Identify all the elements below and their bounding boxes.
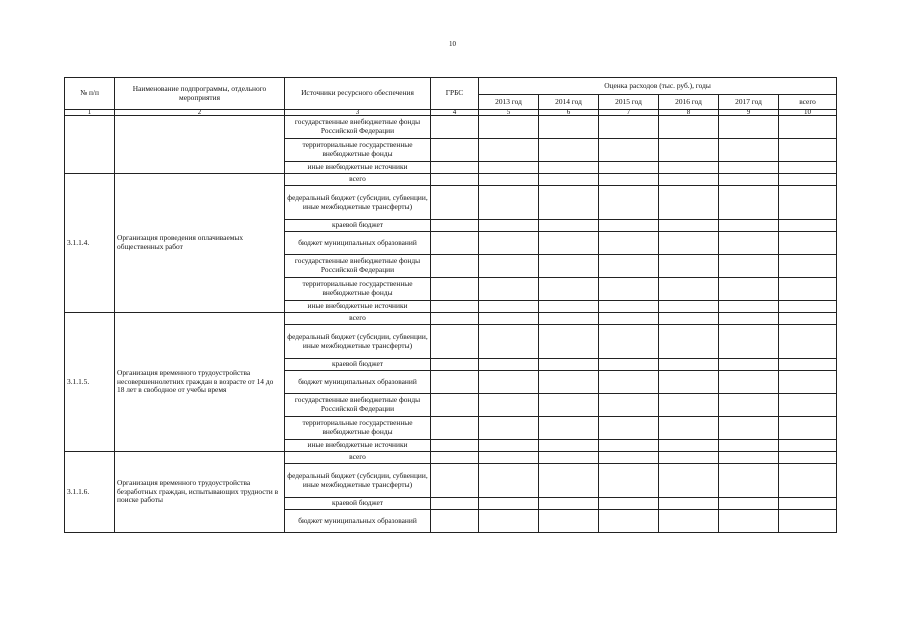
- value-cell: [779, 359, 837, 371]
- value-cell: [539, 325, 599, 359]
- source-cell: краевой бюджет: [285, 359, 431, 371]
- value-cell: [719, 116, 779, 139]
- header-year: 2016 год: [659, 95, 719, 110]
- value-cell: [719, 417, 779, 440]
- value-cell: [479, 394, 539, 417]
- header-total: всего: [779, 95, 837, 110]
- value-cell: [719, 371, 779, 394]
- value-cell: [539, 371, 599, 394]
- value-cell: [539, 301, 599, 313]
- source-cell: всего: [285, 313, 431, 325]
- value-cell: [719, 313, 779, 325]
- value-cell: [479, 186, 539, 220]
- value-cell: [479, 417, 539, 440]
- item-number-cell: [65, 116, 115, 174]
- grbs-cell: [431, 510, 479, 533]
- value-cell: [599, 220, 659, 232]
- value-cell: [599, 174, 659, 186]
- value-cell: [719, 232, 779, 255]
- value-cell: [479, 325, 539, 359]
- value-cell: [539, 186, 599, 220]
- value-cell: [779, 116, 837, 139]
- item-name-cell: Организация временного трудоустройства несовершеннолетних граждан в возрасте от 14 до 18 лет в свободное от учебы время: [115, 313, 285, 452]
- value-cell: [479, 220, 539, 232]
- item-name-cell: Организация проведения оплачиваемых общественных работ: [115, 174, 285, 313]
- value-cell: [719, 394, 779, 417]
- source-cell: бюджет муниципальных образований: [285, 232, 431, 255]
- value-cell: [779, 394, 837, 417]
- source-cell: всего: [285, 174, 431, 186]
- source-cell: федеральный бюджет (субсидии, субвенции, иные межбюджетные трансферты): [285, 464, 431, 498]
- value-cell: [719, 278, 779, 301]
- value-cell: [779, 162, 837, 174]
- value-cell: [779, 186, 837, 220]
- value-cell: [599, 278, 659, 301]
- value-cell: [479, 162, 539, 174]
- value-cell: [719, 220, 779, 232]
- column-number: 2: [115, 110, 285, 116]
- value-cell: [479, 371, 539, 394]
- value-cell: [479, 464, 539, 498]
- grbs-cell: [431, 220, 479, 232]
- value-cell: [659, 186, 719, 220]
- value-cell: [659, 174, 719, 186]
- value-cell: [539, 116, 599, 139]
- value-cell: [719, 301, 779, 313]
- grbs-cell: [431, 394, 479, 417]
- value-cell: [539, 510, 599, 533]
- source-cell: бюджет муниципальных образований: [285, 510, 431, 533]
- grbs-cell: [431, 464, 479, 498]
- value-cell: [599, 139, 659, 162]
- column-number: 8: [659, 110, 719, 116]
- grbs-cell: [431, 278, 479, 301]
- grbs-cell: [431, 139, 479, 162]
- value-cell: [659, 359, 719, 371]
- value-cell: [479, 498, 539, 510]
- grbs-cell: [431, 359, 479, 371]
- source-cell: территориальные государственные внебюджетные фонды: [285, 417, 431, 440]
- column-number: 3: [285, 110, 431, 116]
- value-cell: [659, 417, 719, 440]
- value-cell: [779, 371, 837, 394]
- grbs-cell: [431, 174, 479, 186]
- value-cell: [659, 394, 719, 417]
- value-cell: [719, 464, 779, 498]
- header-num: № п/п: [65, 78, 115, 110]
- value-cell: [779, 325, 837, 359]
- value-cell: [479, 440, 539, 452]
- value-cell: [599, 394, 659, 417]
- value-cell: [479, 255, 539, 278]
- value-cell: [599, 313, 659, 325]
- value-cell: [599, 116, 659, 139]
- header-year: 2015 год: [599, 95, 659, 110]
- item-name-cell: Организация временного трудоустройства безработных граждан, испытывающих трудности в поиске работы: [115, 452, 285, 533]
- value-cell: [719, 440, 779, 452]
- column-number: 7: [599, 110, 659, 116]
- value-cell: [659, 220, 719, 232]
- value-cell: [599, 359, 659, 371]
- value-cell: [539, 417, 599, 440]
- table-row: [65, 174, 837, 186]
- value-cell: [659, 116, 719, 139]
- value-cell: [539, 359, 599, 371]
- value-cell: [479, 452, 539, 464]
- value-cell: [719, 452, 779, 464]
- value-cell: [599, 301, 659, 313]
- source-cell: федеральный бюджет (субсидии, субвенции, иные межбюджетные трансферты): [285, 325, 431, 359]
- value-cell: [719, 359, 779, 371]
- value-cell: [539, 139, 599, 162]
- value-cell: [539, 313, 599, 325]
- value-cell: [659, 278, 719, 301]
- grbs-cell: [431, 417, 479, 440]
- value-cell: [479, 174, 539, 186]
- value-cell: [539, 255, 599, 278]
- value-cell: [599, 452, 659, 464]
- value-cell: [659, 162, 719, 174]
- source-cell: федеральный бюджет (субсидии, субвенции, иные межбюджетные трансферты): [285, 186, 431, 220]
- value-cell: [599, 371, 659, 394]
- value-cell: [539, 394, 599, 417]
- table-body: [65, 110, 837, 533]
- value-cell: [659, 325, 719, 359]
- value-cell: [659, 464, 719, 498]
- value-cell: [599, 440, 659, 452]
- value-cell: [779, 510, 837, 533]
- value-cell: [539, 232, 599, 255]
- value-cell: [599, 498, 659, 510]
- value-cell: [599, 162, 659, 174]
- page-number: 10: [449, 40, 456, 48]
- header-estimate: Оценка расходов (тыс. руб.), годы: [479, 78, 837, 95]
- value-cell: [719, 139, 779, 162]
- value-cell: [659, 301, 719, 313]
- source-cell: краевой бюджет: [285, 220, 431, 232]
- grbs-cell: [431, 255, 479, 278]
- column-number: 1: [65, 110, 115, 116]
- value-cell: [479, 232, 539, 255]
- source-cell: иные внебюджетные источники: [285, 440, 431, 452]
- value-cell: [779, 498, 837, 510]
- item-name-cell: [115, 116, 285, 174]
- value-cell: [719, 510, 779, 533]
- source-cell: иные внебюджетные источники: [285, 162, 431, 174]
- value-cell: [779, 139, 837, 162]
- grbs-cell: [431, 301, 479, 313]
- grbs-cell: [431, 116, 479, 139]
- item-number-cell: 3.1.1.4.: [65, 174, 115, 313]
- column-number: 10: [779, 110, 837, 116]
- value-cell: [479, 301, 539, 313]
- source-cell: государственные внебюджетные фонды Российской Федерации: [285, 394, 431, 417]
- source-cell: государственные внебюджетные фонды Российской Федерации: [285, 116, 431, 139]
- value-cell: [779, 278, 837, 301]
- value-cell: [779, 452, 837, 464]
- table-row: [65, 116, 837, 139]
- value-cell: [659, 510, 719, 533]
- value-cell: [479, 359, 539, 371]
- grbs-cell: [431, 452, 479, 464]
- value-cell: [479, 313, 539, 325]
- value-cell: [479, 139, 539, 162]
- value-cell: [719, 498, 779, 510]
- resource-table: [64, 77, 837, 533]
- header-year: 2014 год: [539, 95, 599, 110]
- value-cell: [779, 417, 837, 440]
- source-cell: бюджет муниципальных образований: [285, 371, 431, 394]
- source-cell: территориальные государственные внебюджетные фонды: [285, 139, 431, 162]
- value-cell: [659, 371, 719, 394]
- value-cell: [599, 255, 659, 278]
- source-cell: краевой бюджет: [285, 498, 431, 510]
- value-cell: [779, 232, 837, 255]
- value-cell: [659, 498, 719, 510]
- column-number: 5: [479, 110, 539, 116]
- value-cell: [539, 452, 599, 464]
- grbs-cell: [431, 440, 479, 452]
- value-cell: [539, 440, 599, 452]
- value-cell: [539, 464, 599, 498]
- value-cell: [779, 255, 837, 278]
- header-sources: Источники ресурсного обеспечения: [285, 78, 431, 110]
- grbs-cell: [431, 371, 479, 394]
- value-cell: [659, 440, 719, 452]
- value-cell: [659, 139, 719, 162]
- header-year: 2013 год: [479, 95, 539, 110]
- value-cell: [719, 186, 779, 220]
- value-cell: [779, 313, 837, 325]
- header-grbs: ГРБС: [431, 78, 479, 110]
- table-row: [65, 452, 837, 464]
- value-cell: [779, 464, 837, 498]
- value-cell: [599, 325, 659, 359]
- item-number-cell: 3.1.1.5.: [65, 313, 115, 452]
- value-cell: [479, 510, 539, 533]
- source-cell: государственные внебюджетные фонды Российской Федерации: [285, 255, 431, 278]
- value-cell: [659, 255, 719, 278]
- value-cell: [779, 301, 837, 313]
- value-cell: [539, 220, 599, 232]
- value-cell: [599, 510, 659, 533]
- value-cell: [719, 162, 779, 174]
- value-cell: [659, 452, 719, 464]
- column-number: 9: [719, 110, 779, 116]
- table-row: [65, 313, 837, 325]
- value-cell: [719, 174, 779, 186]
- value-cell: [779, 174, 837, 186]
- value-cell: [539, 162, 599, 174]
- grbs-cell: [431, 325, 479, 359]
- value-cell: [599, 464, 659, 498]
- grbs-cell: [431, 162, 479, 174]
- source-cell: иные внебюджетные источники: [285, 301, 431, 313]
- value-cell: [719, 255, 779, 278]
- item-number-cell: 3.1.1.6.: [65, 452, 115, 533]
- value-cell: [719, 325, 779, 359]
- header-year: 2017 год: [719, 95, 779, 110]
- header-name: Наименование подпрограммы, отдельного мероприятия: [115, 78, 285, 110]
- value-cell: [479, 116, 539, 139]
- value-cell: [539, 278, 599, 301]
- grbs-cell: [431, 186, 479, 220]
- value-cell: [539, 498, 599, 510]
- grbs-cell: [431, 498, 479, 510]
- value-cell: [659, 232, 719, 255]
- value-cell: [599, 417, 659, 440]
- value-cell: [779, 440, 837, 452]
- source-cell: всего: [285, 452, 431, 464]
- value-cell: [599, 232, 659, 255]
- value-cell: [599, 186, 659, 220]
- value-cell: [479, 278, 539, 301]
- source-cell: территориальные государственные внебюджетные фонды: [285, 278, 431, 301]
- column-number: 6: [539, 110, 599, 116]
- value-cell: [779, 220, 837, 232]
- value-cell: [539, 174, 599, 186]
- grbs-cell: [431, 313, 479, 325]
- value-cell: [659, 313, 719, 325]
- column-number: 4: [431, 110, 479, 116]
- grbs-cell: [431, 232, 479, 255]
